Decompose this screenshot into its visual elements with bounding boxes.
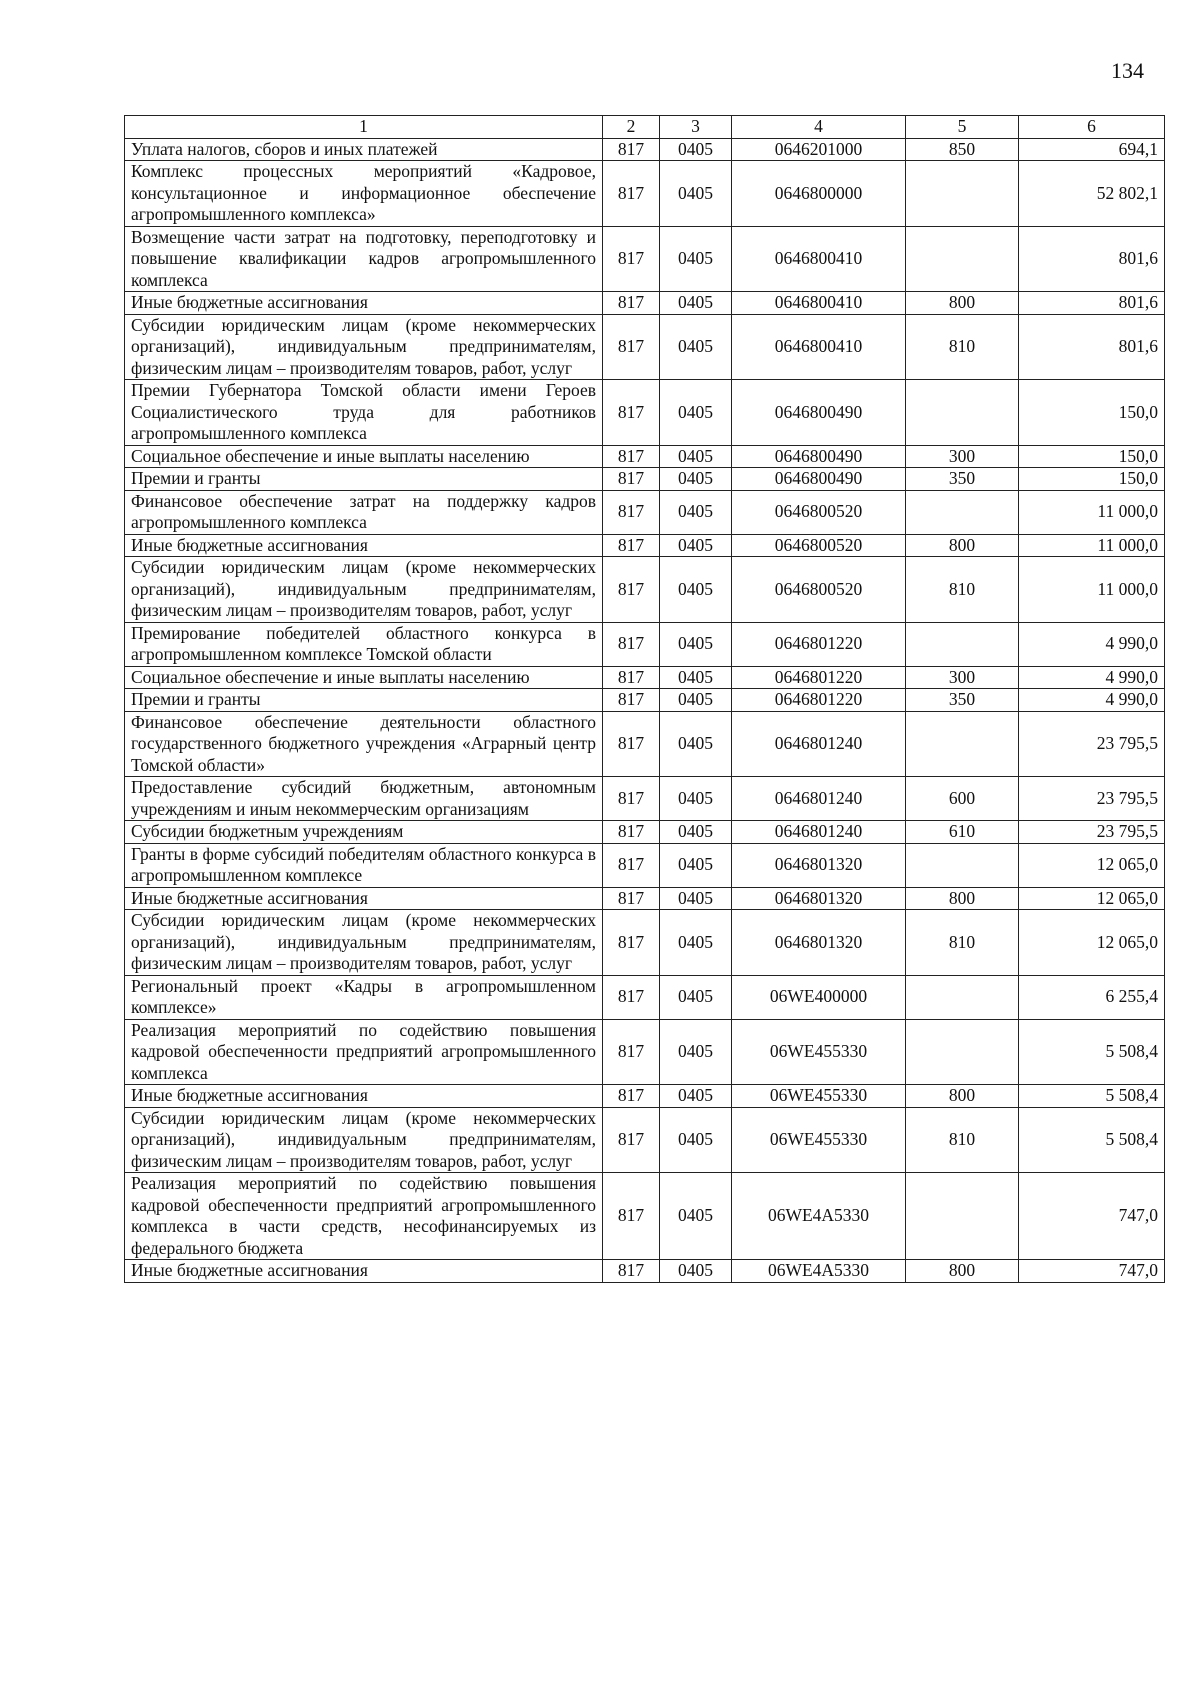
row-name-cell: Реализация мероприятий по содействию повышения кадровой обеспеченности предприятий агропромышленного комплекса в части средств, несофинансируемых из федерального бюджета	[125, 1173, 603, 1260]
row-target-code-cell: 06WE455330	[732, 1085, 906, 1108]
row-section-code-cell: 0405	[660, 161, 732, 227]
row-amount-cell: 150,0	[1019, 468, 1165, 491]
column-header: 5	[906, 116, 1019, 139]
row-expense-type-cell	[906, 975, 1019, 1019]
row-name-cell: Предоставление субсидий бюджетным, автономным учреждениям и иным некоммерческим организациям	[125, 777, 603, 821]
table-row	[125, 975, 1165, 1019]
row-amount-cell: 23 795,5	[1019, 821, 1165, 844]
row-expense-type-cell: 800	[906, 534, 1019, 557]
row-name-cell: Возмещение части затрат на подготовку, переподготовку и повышение квалификации кадров агропромышленного комплекса	[125, 226, 603, 292]
row-target-code-cell: 0646800410	[732, 314, 906, 380]
table-row	[125, 622, 1165, 666]
row-ministry-code-cell: 817	[603, 975, 660, 1019]
row-expense-type-cell	[906, 490, 1019, 534]
column-header: 2	[603, 116, 660, 139]
row-name-cell: Финансовое обеспечение деятельности областного государственного бюджетного учреждения «Аграрный центр Томской области»	[125, 711, 603, 777]
row-target-code-cell: 0646800520	[732, 534, 906, 557]
row-ministry-code-cell: 817	[603, 314, 660, 380]
row-name-cell: Субсидии юридическим лицам (кроме некоммерческих организаций), индивидуальным предпринимателям, физическим лицам – производителям товаров, работ, услуг	[125, 557, 603, 623]
row-ministry-code-cell: 817	[603, 622, 660, 666]
row-ministry-code-cell: 817	[603, 689, 660, 712]
row-section-code-cell: 0405	[660, 534, 732, 557]
row-expense-type-cell	[906, 161, 1019, 227]
row-amount-cell: 4 990,0	[1019, 689, 1165, 712]
table-row	[125, 380, 1165, 446]
row-name-cell: Иные бюджетные ассигнования	[125, 292, 603, 315]
row-name-cell: Региональный проект «Кадры в агропромышленном комплексе»	[125, 975, 603, 1019]
table-row	[125, 711, 1165, 777]
row-name-cell: Премии Губернатора Томской области имени Героев Социалистического труда для работников агропромышленного комплекса	[125, 380, 603, 446]
table-row	[125, 910, 1165, 976]
row-expense-type-cell: 850	[906, 138, 1019, 161]
table-row	[125, 292, 1165, 315]
row-amount-cell: 694,1	[1019, 138, 1165, 161]
row-target-code-cell: 06WE455330	[732, 1019, 906, 1085]
row-amount-cell: 801,6	[1019, 314, 1165, 380]
table-row	[125, 689, 1165, 712]
row-target-code-cell: 0646801320	[732, 887, 906, 910]
table-row	[125, 138, 1165, 161]
row-name-cell: Финансовое обеспечение затрат на поддержку кадров агропромышленного комплекса	[125, 490, 603, 534]
row-section-code-cell: 0405	[660, 314, 732, 380]
row-expense-type-cell: 300	[906, 666, 1019, 689]
row-amount-cell: 150,0	[1019, 445, 1165, 468]
row-target-code-cell: 0646801220	[732, 689, 906, 712]
row-amount-cell: 5 508,4	[1019, 1019, 1165, 1085]
row-section-code-cell: 0405	[660, 380, 732, 446]
row-ministry-code-cell: 817	[603, 821, 660, 844]
table-row	[125, 314, 1165, 380]
row-amount-cell: 11 000,0	[1019, 534, 1165, 557]
row-section-code-cell: 0405	[660, 887, 732, 910]
row-section-code-cell: 0405	[660, 445, 732, 468]
row-name-cell: Иные бюджетные ассигнования	[125, 1260, 603, 1283]
budget-table	[124, 115, 1165, 1283]
row-name-cell: Иные бюджетные ассигнования	[125, 1085, 603, 1108]
row-expense-type-cell	[906, 711, 1019, 777]
row-amount-cell: 5 508,4	[1019, 1085, 1165, 1108]
row-section-code-cell: 0405	[660, 1107, 732, 1173]
row-ministry-code-cell: 817	[603, 1085, 660, 1108]
row-section-code-cell: 0405	[660, 622, 732, 666]
row-expense-type-cell: 800	[906, 292, 1019, 315]
row-amount-cell: 52 802,1	[1019, 161, 1165, 227]
table-row	[125, 445, 1165, 468]
row-ministry-code-cell: 817	[603, 1107, 660, 1173]
row-section-code-cell: 0405	[660, 1173, 732, 1260]
row-amount-cell: 747,0	[1019, 1260, 1165, 1283]
row-expense-type-cell: 350	[906, 468, 1019, 491]
row-section-code-cell: 0405	[660, 777, 732, 821]
column-header: 3	[660, 116, 732, 139]
row-amount-cell: 12 065,0	[1019, 910, 1165, 976]
row-name-cell: Уплата налогов, сборов и иных платежей	[125, 138, 603, 161]
row-name-cell: Премии и гранты	[125, 689, 603, 712]
row-target-code-cell: 0646801320	[732, 910, 906, 976]
table-row	[125, 1085, 1165, 1108]
row-ministry-code-cell: 817	[603, 666, 660, 689]
table-row	[125, 490, 1165, 534]
row-expense-type-cell: 810	[906, 557, 1019, 623]
row-ministry-code-cell: 817	[603, 161, 660, 227]
row-amount-cell: 150,0	[1019, 380, 1165, 446]
row-ministry-code-cell: 817	[603, 1019, 660, 1085]
row-name-cell: Гранты в форме субсидий победителям областного конкурса в агропромышленном комплексе	[125, 843, 603, 887]
table-row	[125, 161, 1165, 227]
row-name-cell: Комплекс процессных мероприятий «Кадровое, консультационное и информационное обеспечение агропромышленного комплекса»	[125, 161, 603, 227]
row-section-code-cell: 0405	[660, 711, 732, 777]
row-target-code-cell: 0646800410	[732, 226, 906, 292]
row-amount-cell: 11 000,0	[1019, 557, 1165, 623]
row-name-cell: Реализация мероприятий по содействию повышения кадровой обеспеченности предприятий агропромышленного комплекса	[125, 1019, 603, 1085]
row-expense-type-cell: 600	[906, 777, 1019, 821]
row-section-code-cell: 0405	[660, 468, 732, 491]
row-target-code-cell: 0646801240	[732, 821, 906, 844]
row-name-cell: Социальное обеспечение и иные выплаты населению	[125, 445, 603, 468]
row-section-code-cell: 0405	[660, 292, 732, 315]
row-name-cell: Иные бюджетные ассигнования	[125, 887, 603, 910]
table-row	[125, 1107, 1165, 1173]
row-section-code-cell: 0405	[660, 843, 732, 887]
row-ministry-code-cell: 817	[603, 226, 660, 292]
table-row	[125, 557, 1165, 623]
row-target-code-cell: 0646801240	[732, 711, 906, 777]
row-target-code-cell: 0646801220	[732, 622, 906, 666]
table-row	[125, 843, 1165, 887]
row-target-code-cell: 06WE4A5330	[732, 1260, 906, 1283]
header-row	[125, 116, 1165, 139]
row-ministry-code-cell: 817	[603, 445, 660, 468]
row-target-code-cell: 0646800520	[732, 557, 906, 623]
column-header: 1	[125, 116, 603, 139]
row-expense-type-cell	[906, 1173, 1019, 1260]
row-section-code-cell: 0405	[660, 910, 732, 976]
row-ministry-code-cell: 817	[603, 1173, 660, 1260]
row-target-code-cell: 06WE400000	[732, 975, 906, 1019]
table-row	[125, 666, 1165, 689]
row-name-cell: Социальное обеспечение и иные выплаты населению	[125, 666, 603, 689]
table-row	[125, 226, 1165, 292]
row-ministry-code-cell: 817	[603, 777, 660, 821]
row-amount-cell: 11 000,0	[1019, 490, 1165, 534]
row-section-code-cell: 0405	[660, 226, 732, 292]
row-expense-type-cell: 300	[906, 445, 1019, 468]
row-ministry-code-cell: 817	[603, 711, 660, 777]
row-section-code-cell: 0405	[660, 1085, 732, 1108]
row-expense-type-cell	[906, 843, 1019, 887]
row-section-code-cell: 0405	[660, 1260, 732, 1283]
table-row	[125, 1173, 1165, 1260]
row-expense-type-cell	[906, 380, 1019, 446]
row-expense-type-cell	[906, 226, 1019, 292]
row-target-code-cell: 0646800490	[732, 380, 906, 446]
row-ministry-code-cell: 817	[603, 887, 660, 910]
row-expense-type-cell: 610	[906, 821, 1019, 844]
row-name-cell: Премии и гранты	[125, 468, 603, 491]
row-amount-cell: 12 065,0	[1019, 887, 1165, 910]
row-expense-type-cell: 800	[906, 1260, 1019, 1283]
table-row	[125, 887, 1165, 910]
table-row	[125, 534, 1165, 557]
row-expense-type-cell: 810	[906, 314, 1019, 380]
row-target-code-cell: 0646800000	[732, 161, 906, 227]
row-name-cell: Субсидии юридическим лицам (кроме некоммерческих организаций), индивидуальным предпринимателям, физическим лицам – производителям товаров, работ, услуг	[125, 1107, 603, 1173]
row-ministry-code-cell: 817	[603, 910, 660, 976]
row-amount-cell: 5 508,4	[1019, 1107, 1165, 1173]
row-target-code-cell: 0646800490	[732, 468, 906, 491]
row-amount-cell: 23 795,5	[1019, 711, 1165, 777]
row-ministry-code-cell: 817	[603, 557, 660, 623]
row-amount-cell: 23 795,5	[1019, 777, 1165, 821]
column-header: 4	[732, 116, 906, 139]
table-body	[125, 138, 1165, 1282]
row-target-code-cell: 0646801220	[732, 666, 906, 689]
row-section-code-cell: 0405	[660, 490, 732, 534]
table-row	[125, 821, 1165, 844]
row-ministry-code-cell: 817	[603, 1260, 660, 1283]
row-ministry-code-cell: 817	[603, 843, 660, 887]
row-target-code-cell: 06WE455330	[732, 1107, 906, 1173]
row-amount-cell: 801,6	[1019, 226, 1165, 292]
row-target-code-cell: 0646800410	[732, 292, 906, 315]
row-name-cell: Субсидии бюджетным учреждениям	[125, 821, 603, 844]
row-target-code-cell: 0646801240	[732, 777, 906, 821]
page-number: 134	[1111, 58, 1144, 83]
row-amount-cell: 4 990,0	[1019, 622, 1165, 666]
row-section-code-cell: 0405	[660, 821, 732, 844]
table-row	[125, 777, 1165, 821]
row-section-code-cell: 0405	[660, 1019, 732, 1085]
row-target-code-cell: 0646201000	[732, 138, 906, 161]
row-expense-type-cell	[906, 1019, 1019, 1085]
row-target-code-cell: 0646800520	[732, 490, 906, 534]
row-ministry-code-cell: 817	[603, 138, 660, 161]
table-row	[125, 1019, 1165, 1085]
row-target-code-cell: 0646801320	[732, 843, 906, 887]
row-amount-cell: 801,6	[1019, 292, 1165, 315]
row-section-code-cell: 0405	[660, 975, 732, 1019]
row-ministry-code-cell: 817	[603, 380, 660, 446]
table-row	[125, 1260, 1165, 1283]
row-expense-type-cell: 810	[906, 1107, 1019, 1173]
row-expense-type-cell: 810	[906, 910, 1019, 976]
row-ministry-code-cell: 817	[603, 468, 660, 491]
row-amount-cell: 6 255,4	[1019, 975, 1165, 1019]
row-section-code-cell: 0405	[660, 666, 732, 689]
row-expense-type-cell: 800	[906, 887, 1019, 910]
row-name-cell: Премирование победителей областного конкурса в агропромышленном комплексе Томской области	[125, 622, 603, 666]
row-ministry-code-cell: 817	[603, 534, 660, 557]
row-ministry-code-cell: 817	[603, 292, 660, 315]
row-section-code-cell: 0405	[660, 138, 732, 161]
row-name-cell: Иные бюджетные ассигнования	[125, 534, 603, 557]
row-name-cell: Субсидии юридическим лицам (кроме некоммерческих организаций), индивидуальным предпринимателям, физическим лицам – производителям товаров, работ, услуг	[125, 910, 603, 976]
row-section-code-cell: 0405	[660, 689, 732, 712]
row-ministry-code-cell: 817	[603, 490, 660, 534]
row-amount-cell: 12 065,0	[1019, 843, 1165, 887]
row-target-code-cell: 06WE4A5330	[732, 1173, 906, 1260]
column-header: 6	[1019, 116, 1165, 139]
row-expense-type-cell: 800	[906, 1085, 1019, 1108]
row-amount-cell: 4 990,0	[1019, 666, 1165, 689]
row-target-code-cell: 0646800490	[732, 445, 906, 468]
row-expense-type-cell: 350	[906, 689, 1019, 712]
table-row	[125, 468, 1165, 491]
row-name-cell: Субсидии юридическим лицам (кроме некоммерческих организаций), индивидуальным предпринимателям, физическим лицам – производителям товаров, работ, услуг	[125, 314, 603, 380]
row-expense-type-cell	[906, 622, 1019, 666]
row-amount-cell: 747,0	[1019, 1173, 1165, 1260]
row-section-code-cell: 0405	[660, 557, 732, 623]
